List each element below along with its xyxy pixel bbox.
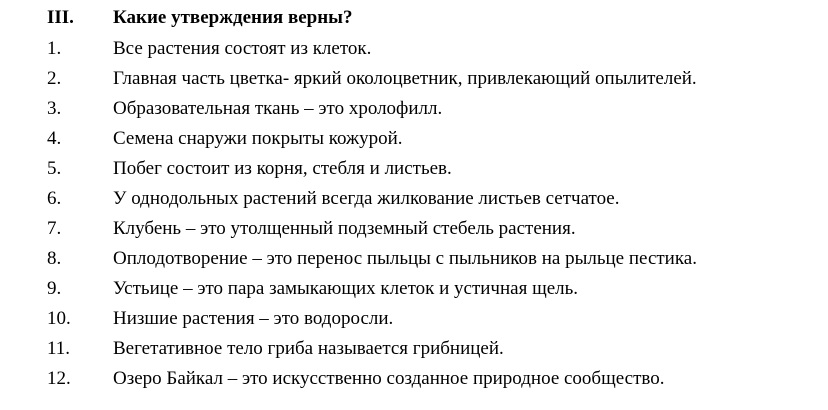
item-text: Главная часть цветка- яркий околоцветник, привлекающий опылителей. [113, 68, 697, 89]
item-number: 10. [47, 308, 71, 329]
item-text: Семена снаружи покрыты кожурой. [113, 128, 403, 149]
list-item [0, 307, 828, 337]
list-item [0, 187, 828, 217]
item-text: Образовательная ткань – это хролофилл. [113, 98, 443, 119]
list-item [0, 127, 828, 157]
item-text: Побег состоит из корня, стебля и листьев. [113, 158, 452, 179]
item-text: Все растения состоят из клеток. [113, 38, 372, 59]
item-number: 6. [47, 188, 62, 209]
list-item [0, 217, 828, 247]
item-number: 7. [47, 218, 62, 239]
section-title: Какие утверждения верны? [113, 7, 353, 28]
item-number: 11. [47, 338, 71, 359]
list-item [0, 247, 828, 277]
item-text: У однодольных растений всегда жилкование листьев сетчатое. [113, 188, 620, 209]
list-item [0, 337, 828, 367]
list-item [0, 97, 828, 127]
list-item [0, 367, 828, 397]
item-text: Озеро Байкал – это искусственно созданное природное сообщество. [113, 368, 665, 389]
item-number: 3. [47, 98, 62, 119]
item-text: Вегетативное тело гриба называется грибницей. [113, 338, 504, 359]
item-number: 9. [47, 278, 62, 299]
section-number: III. [47, 7, 74, 28]
item-text: Низшие растения – это водоросли. [113, 308, 394, 329]
item-number: 1. [47, 38, 62, 59]
section-heading [0, 6, 828, 36]
item-number: 2. [47, 68, 62, 89]
item-number: 5. [47, 158, 62, 179]
list-item [0, 157, 828, 187]
list-item [0, 37, 828, 67]
item-number: 8. [47, 248, 62, 269]
list-item [0, 67, 828, 97]
item-text: Устьице – это пара замыкающих клеток и устичная щель. [113, 278, 579, 299]
item-number: 12. [47, 368, 71, 389]
list-item [0, 277, 828, 307]
item-text: Клубень – это утолщенный подземный стебель растения. [113, 218, 576, 239]
item-text: Оплодотворение – это перенос пыльцы с пыльников на рыльце пестика. [113, 248, 697, 269]
item-number: 4. [47, 128, 62, 149]
